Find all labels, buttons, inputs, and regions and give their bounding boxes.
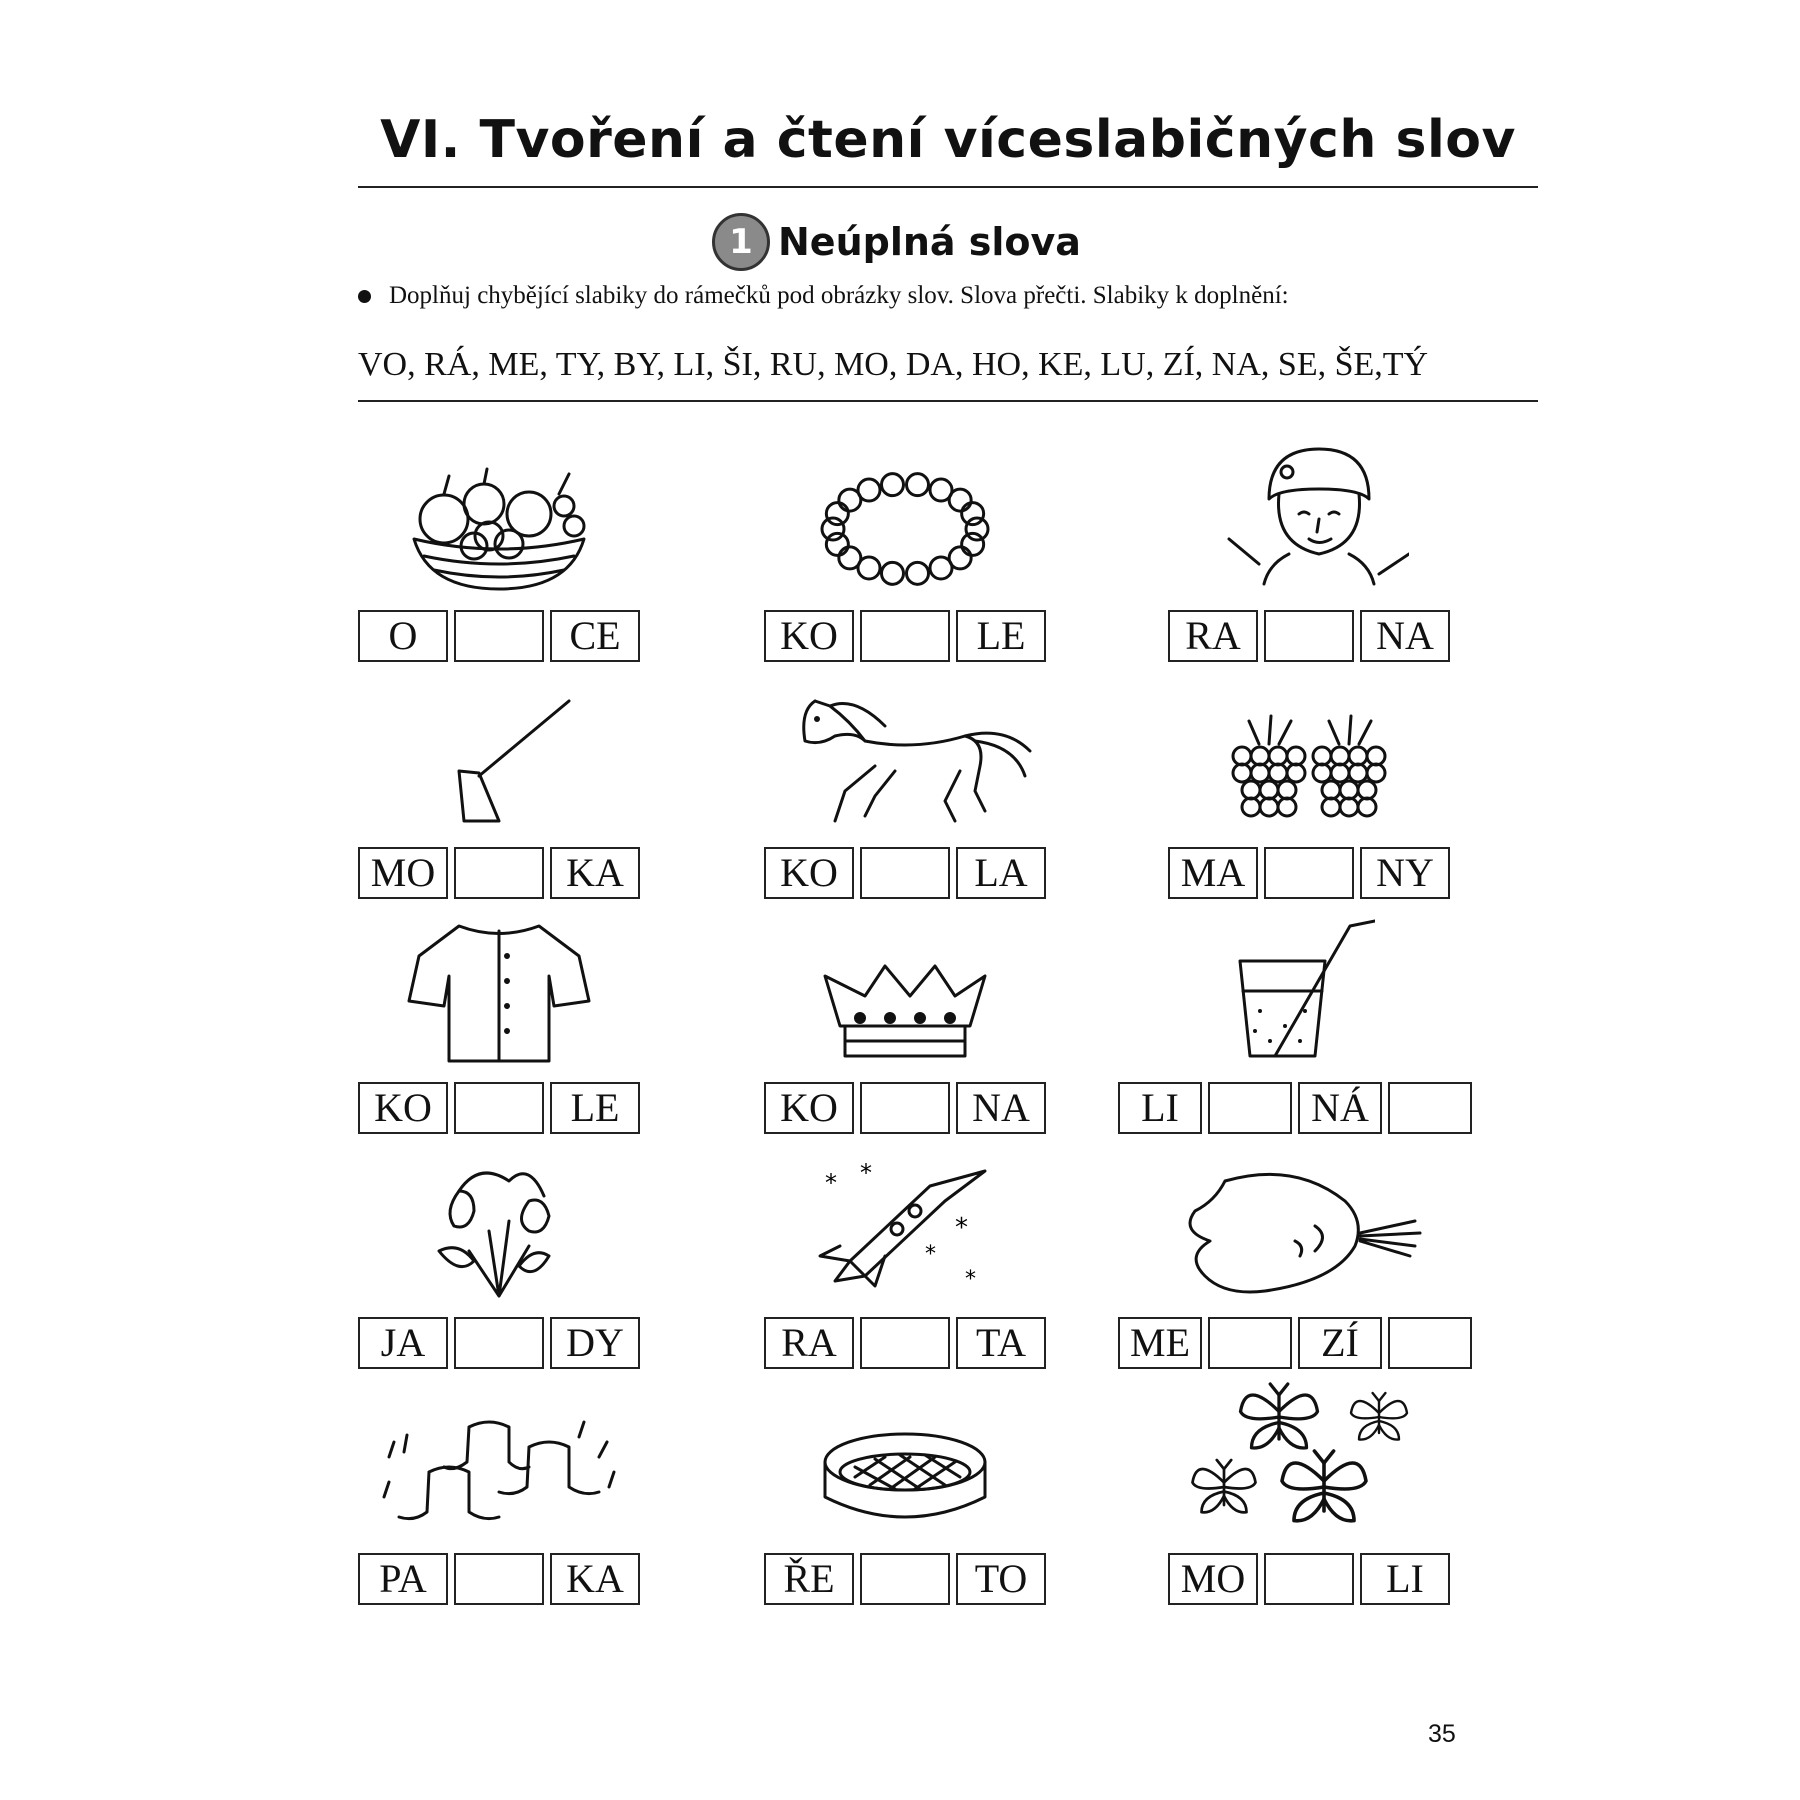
syllable-boxes <box>358 610 640 662</box>
given-syllable-box: TA <box>956 1317 1046 1369</box>
syllable-boxes <box>764 847 1046 899</box>
given-syllable-box: LI <box>1360 1553 1450 1605</box>
given-syllable-box: LI <box>1118 1082 1202 1134</box>
blank-syllable-box[interactable] <box>1208 1082 1292 1134</box>
svg-text:*: * <box>825 1169 837 1197</box>
given-syllable-box: TO <box>956 1553 1046 1605</box>
blank-syllable-box[interactable] <box>454 1082 544 1134</box>
given-syllable-box: KO <box>764 847 854 899</box>
woman-with-hat-icon <box>1209 444 1409 599</box>
given-syllable-box: KO <box>764 1082 854 1134</box>
blank-syllable-box[interactable] <box>860 1553 950 1605</box>
given-syllable-box: MO <box>358 847 448 899</box>
given-syllable-box: ME <box>1118 1317 1202 1369</box>
syllable-boxes <box>1168 847 1450 899</box>
bullet-icon <box>358 290 371 303</box>
blank-syllable-box[interactable] <box>454 847 544 899</box>
given-syllable-box: LA <box>956 847 1046 899</box>
given-syllable-box: PA <box>358 1553 448 1605</box>
given-syllable-box: ZÍ <box>1298 1317 1382 1369</box>
blank-syllable-box[interactable] <box>1264 610 1354 662</box>
given-syllable-box: ŘE <box>764 1553 854 1605</box>
syllable-boxes <box>1168 1553 1450 1605</box>
syllable-boxes <box>358 847 640 899</box>
hoe-icon <box>419 691 579 836</box>
svg-text:*: * <box>860 1161 872 1187</box>
syllable-boxes <box>764 1082 1046 1134</box>
fruit-basket-icon <box>399 464 599 599</box>
given-syllable-box: RA <box>1168 610 1258 662</box>
given-syllable-box: CE <box>550 610 640 662</box>
exercise-title: Neúplná slova <box>778 220 1081 264</box>
fish-skeleton-broom-icon <box>1165 1161 1425 1306</box>
bead-necklace-icon <box>815 464 995 599</box>
blank-syllable-box[interactable] <box>860 847 950 899</box>
syllable-boxes <box>358 1317 640 1369</box>
syllable-boxes <box>1118 1317 1472 1369</box>
svg-text:*: * <box>955 1213 968 1243</box>
blank-syllable-box[interactable] <box>1264 847 1354 899</box>
butterflies-icon <box>1189 1377 1429 1542</box>
instruction-text: Doplňuj chybějící slabiky do rámečků pod obrázky slov. Slova přečti. Slabiky k doplnění: <box>389 282 1289 309</box>
crown-icon <box>815 956 995 1071</box>
exercise-number-badge: 1 <box>712 213 770 271</box>
given-syllable-box: NA <box>1360 610 1450 662</box>
blank-syllable-box[interactable] <box>860 1082 950 1134</box>
syllable-boxes <box>764 610 1046 662</box>
given-syllable-box: LE <box>550 1082 640 1134</box>
syllables-divider <box>358 400 1538 402</box>
horse-icon <box>775 681 1035 836</box>
blank-syllable-box[interactable] <box>454 1317 544 1369</box>
syllable-list: VO, RÁ, ME, TY, BY, LI, ŠI, RU, MO, DA, HO, KE, LU, ZÍ, NA, SE, ŠE,TÝ <box>358 346 1429 383</box>
sieve-icon <box>815 1427 995 1542</box>
blank-syllable-box[interactable] <box>860 610 950 662</box>
given-syllable-box: NÁ <box>1298 1082 1382 1134</box>
given-syllable-box: NY <box>1360 847 1450 899</box>
blank-syllable-box[interactable] <box>1264 1553 1354 1605</box>
syllable-boxes <box>358 1553 640 1605</box>
given-syllable-box: JA <box>358 1317 448 1369</box>
raspberries-icon <box>1219 701 1399 836</box>
given-syllable-box: KA <box>550 847 640 899</box>
syllable-boxes <box>1168 610 1450 662</box>
blank-syllable-box[interactable] <box>1388 1082 1472 1134</box>
exercise-heading <box>712 212 1081 272</box>
syllable-boxes <box>764 1317 1046 1369</box>
blank-syllable-box[interactable] <box>1208 1317 1292 1369</box>
shirt-icon <box>399 916 599 1071</box>
blank-syllable-box[interactable] <box>454 1553 544 1605</box>
page-number: 35 <box>1428 1720 1456 1748</box>
svg-text:*: * <box>965 1267 976 1292</box>
tree-stumps-icon <box>379 1407 619 1542</box>
syllable-boxes <box>1118 1082 1472 1134</box>
syllable-boxes <box>764 1553 1046 1605</box>
given-syllable-box: MA <box>1168 847 1258 899</box>
rocket-icon <box>805 1161 1005 1306</box>
glass-with-straw-icon <box>1215 916 1375 1071</box>
strawberry-plant-icon <box>419 1151 579 1306</box>
given-syllable-box: LE <box>956 610 1046 662</box>
given-syllable-box: RA <box>764 1317 854 1369</box>
given-syllable-box: KO <box>764 610 854 662</box>
blank-syllable-box[interactable] <box>860 1317 950 1369</box>
svg-text:*: * <box>925 1242 936 1267</box>
blank-syllable-box[interactable] <box>1388 1317 1472 1369</box>
given-syllable-box: NA <box>956 1082 1046 1134</box>
given-syllable-box: DY <box>550 1317 640 1369</box>
page-title: VI. Tvoření a čtení víceslabičných slov <box>380 110 1516 170</box>
given-syllable-box: KO <box>358 1082 448 1134</box>
given-syllable-box: MO <box>1168 1553 1258 1605</box>
instruction-line <box>358 282 1289 310</box>
given-syllable-box: O <box>358 610 448 662</box>
title-divider <box>358 186 1538 188</box>
blank-syllable-box[interactable] <box>454 610 544 662</box>
syllable-boxes <box>358 1082 640 1134</box>
given-syllable-box: KA <box>550 1553 640 1605</box>
